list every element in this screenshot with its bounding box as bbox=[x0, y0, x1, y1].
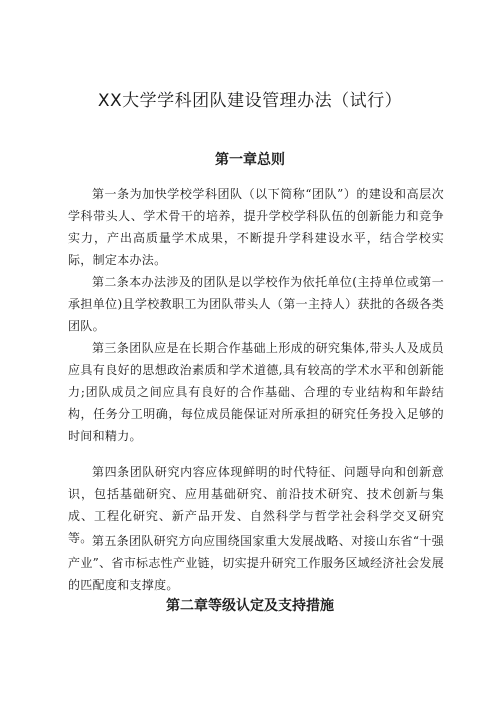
article-5-paragraph: 第五条团队研究方向应围绕国家重大发展战略、对接山东省“十强产业”、省市标志性产业链，切实提升研究工作服务区域经济社会发展的匹配度和支撑度。 bbox=[68, 534, 444, 592]
article-2-paragraph: 第二条本办法涉及的团队是以学校作为依托单位(主持单位或第一承担单位)且学校教职工为团队带头人（第一主持人）获批的各级各类团队。 bbox=[68, 275, 444, 333]
chapter-2-heading: 第二章等级认定及支持措施 bbox=[166, 598, 334, 614]
chapter-1-heading: 第一章总则 bbox=[215, 152, 285, 168]
document-title: XX大学学科团队建设管理办法（试行） bbox=[97, 91, 403, 111]
article-4-paragraph: 第四条团队研究内容应体现鲜明的时代特征、问题导向和创新意识，包括基础研究、应用基础研究、前沿技术研究、技术创新与集成、工程化研究、新产品开发、自然科学与哲学社会科学交叉研究等。 bbox=[68, 465, 444, 545]
article-1-paragraph: 第一条为加快学校学科团队（以下简称“团队”）的建设和高层次学科带头人、学术骨干的培养，提升学校学科队伍的创新能力和竞争实力，产出高质量学术成果，不断提升学科建设水平，结合学校实际，制定本办法。 bbox=[68, 187, 444, 267]
article-3-paragraph: 第三条团队应是在长期合作基础上形成的研究集体,带头人及成员应具有良好的思想政治素质和学术道德,具有较高的学术水平和创新能力;团队成员之间应具有良好的合作基础、合理的专业结构和年龄结构，任务分工明确，每位成员能保证对所承担的研究任务投入足够的时间和精力。 bbox=[68, 341, 444, 443]
